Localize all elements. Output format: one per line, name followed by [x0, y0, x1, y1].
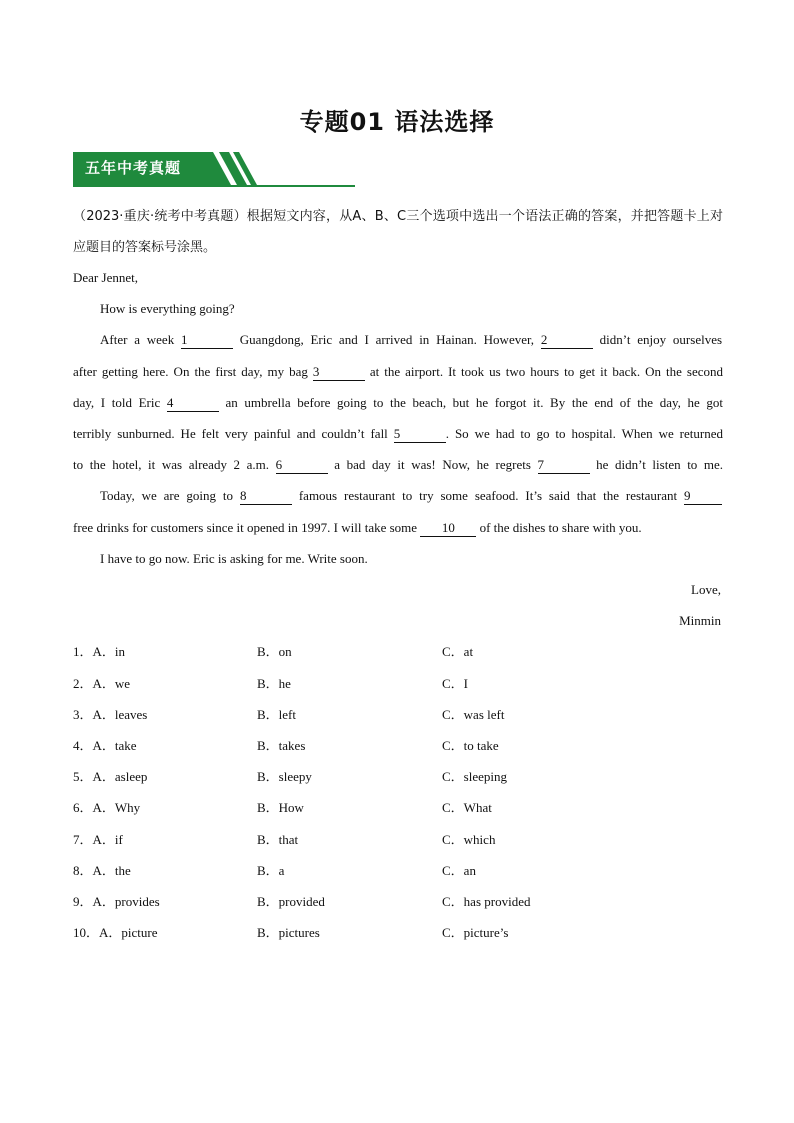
option-b[interactable]: B．provided [257, 894, 325, 909]
option-c[interactable]: C．I [442, 676, 469, 691]
blank-6[interactable]: 6 [276, 457, 328, 474]
option-c[interactable]: C．was left [442, 707, 505, 722]
option-b[interactable]: B．he [257, 676, 291, 691]
option-a[interactable]: 8．A．the [73, 863, 131, 878]
letter-greeting: Dear Jennet, [73, 270, 138, 285]
option-c[interactable]: C．an [442, 863, 476, 878]
letter-line: free drinks for customers since it opened in 1997. I will take some 10 of the dishes to share with you. [73, 520, 642, 535]
page-title: 专题01 语法选择 [299, 108, 495, 136]
letter-line: after getting here. On the first day, my bag 3 at the airport. It took us two hours to get it back. On the second [73, 364, 724, 379]
option-a[interactable]: 3．A．leaves [73, 707, 148, 722]
option-b[interactable]: B．on [257, 644, 292, 659]
letter-line: terribly sunburned. He felt very painful and couldn’t fall 5 . So we had to go to hospital. When we returned [73, 426, 723, 441]
question-row [73, 767, 723, 787]
option-a[interactable]: 7．A．if [73, 832, 123, 847]
letter-line: to the hotel, it was already 2 a.m. 6 a bad day it was! Now, he regrets 7 he didn’t listen to me. [73, 457, 724, 472]
section-banner [73, 152, 363, 188]
option-c[interactable]: C．at [442, 644, 474, 659]
letter-line: I have to go now. Eric is asking for me. Write soon. [100, 551, 368, 566]
blank-5[interactable]: 5 [394, 426, 446, 443]
option-b[interactable]: B．pictures [257, 925, 320, 940]
blank-9[interactable]: 9 [684, 488, 722, 505]
option-c[interactable]: C．to take [442, 738, 499, 753]
blank-4[interactable]: 4 [167, 395, 219, 412]
blank-8[interactable]: 8 [240, 488, 292, 505]
question-row [73, 674, 723, 694]
option-b[interactable]: B．sleepy [257, 769, 312, 784]
option-a[interactable]: 1．A．in [73, 644, 126, 659]
letter-closing: Love, [691, 582, 721, 597]
letter-line: After a week 1 Guangdong, Eric and I arrived in Hainan. However, 2 didn’t enjoy ourselves [100, 332, 723, 347]
section-label: 五年中考真题 [85, 159, 182, 177]
question-row [73, 736, 723, 756]
blank-10[interactable]: 10 [420, 520, 476, 537]
question-row [73, 830, 723, 850]
option-a[interactable]: 4．A．take [73, 738, 137, 753]
question-row [73, 705, 723, 725]
instruction-text: （2023·重庆·统考中考真题）根据短文内容，从A、B、C三个选项中选出一个语法正确的答案，并把答题卡上对应题目的答案标号涂黑。 [73, 209, 723, 255]
option-b[interactable]: B．How [257, 800, 304, 815]
option-c[interactable]: C．sleeping [442, 769, 507, 784]
blank-7[interactable]: 7 [538, 457, 590, 474]
letter-line: Today, we are going to 8 famous restaurant to try some seafood. It’s said that the restaurant 9 [100, 486, 722, 506]
option-a[interactable]: 2．A．we [73, 676, 131, 691]
letter-line: How is everything going? [100, 301, 235, 316]
letter-signature: Minmin [679, 613, 721, 628]
letter-line: day, I told Eric 4 an umbrella before going to the beach, but he forgot it. By the end of the day, he got [73, 395, 723, 410]
option-a[interactable]: 9．A．provides [73, 894, 160, 909]
blank-2[interactable]: 2 [541, 332, 593, 349]
option-a[interactable]: 5．A．asleep [73, 769, 148, 784]
option-c[interactable]: C．has provided [442, 894, 531, 909]
option-c[interactable]: C．What [442, 800, 492, 815]
blank-1[interactable]: 1 [181, 332, 233, 349]
question-row [73, 642, 723, 662]
question-row [73, 923, 723, 943]
option-b[interactable]: B．left [257, 707, 296, 722]
option-a[interactable]: 6．A．Why [73, 800, 141, 815]
option-a[interactable]: 10．A．picture [73, 925, 158, 940]
option-c[interactable]: C．which [442, 832, 496, 847]
option-c[interactable]: C．picture’s [442, 925, 509, 940]
question-row [73, 861, 723, 881]
question-row [73, 798, 723, 818]
banner-underline [73, 185, 355, 187]
option-b[interactable]: B．takes [257, 738, 306, 753]
blank-3[interactable]: 3 [313, 364, 365, 381]
question-row [73, 892, 723, 912]
option-b[interactable]: B．a [257, 863, 285, 878]
option-b[interactable]: B．that [257, 832, 299, 847]
